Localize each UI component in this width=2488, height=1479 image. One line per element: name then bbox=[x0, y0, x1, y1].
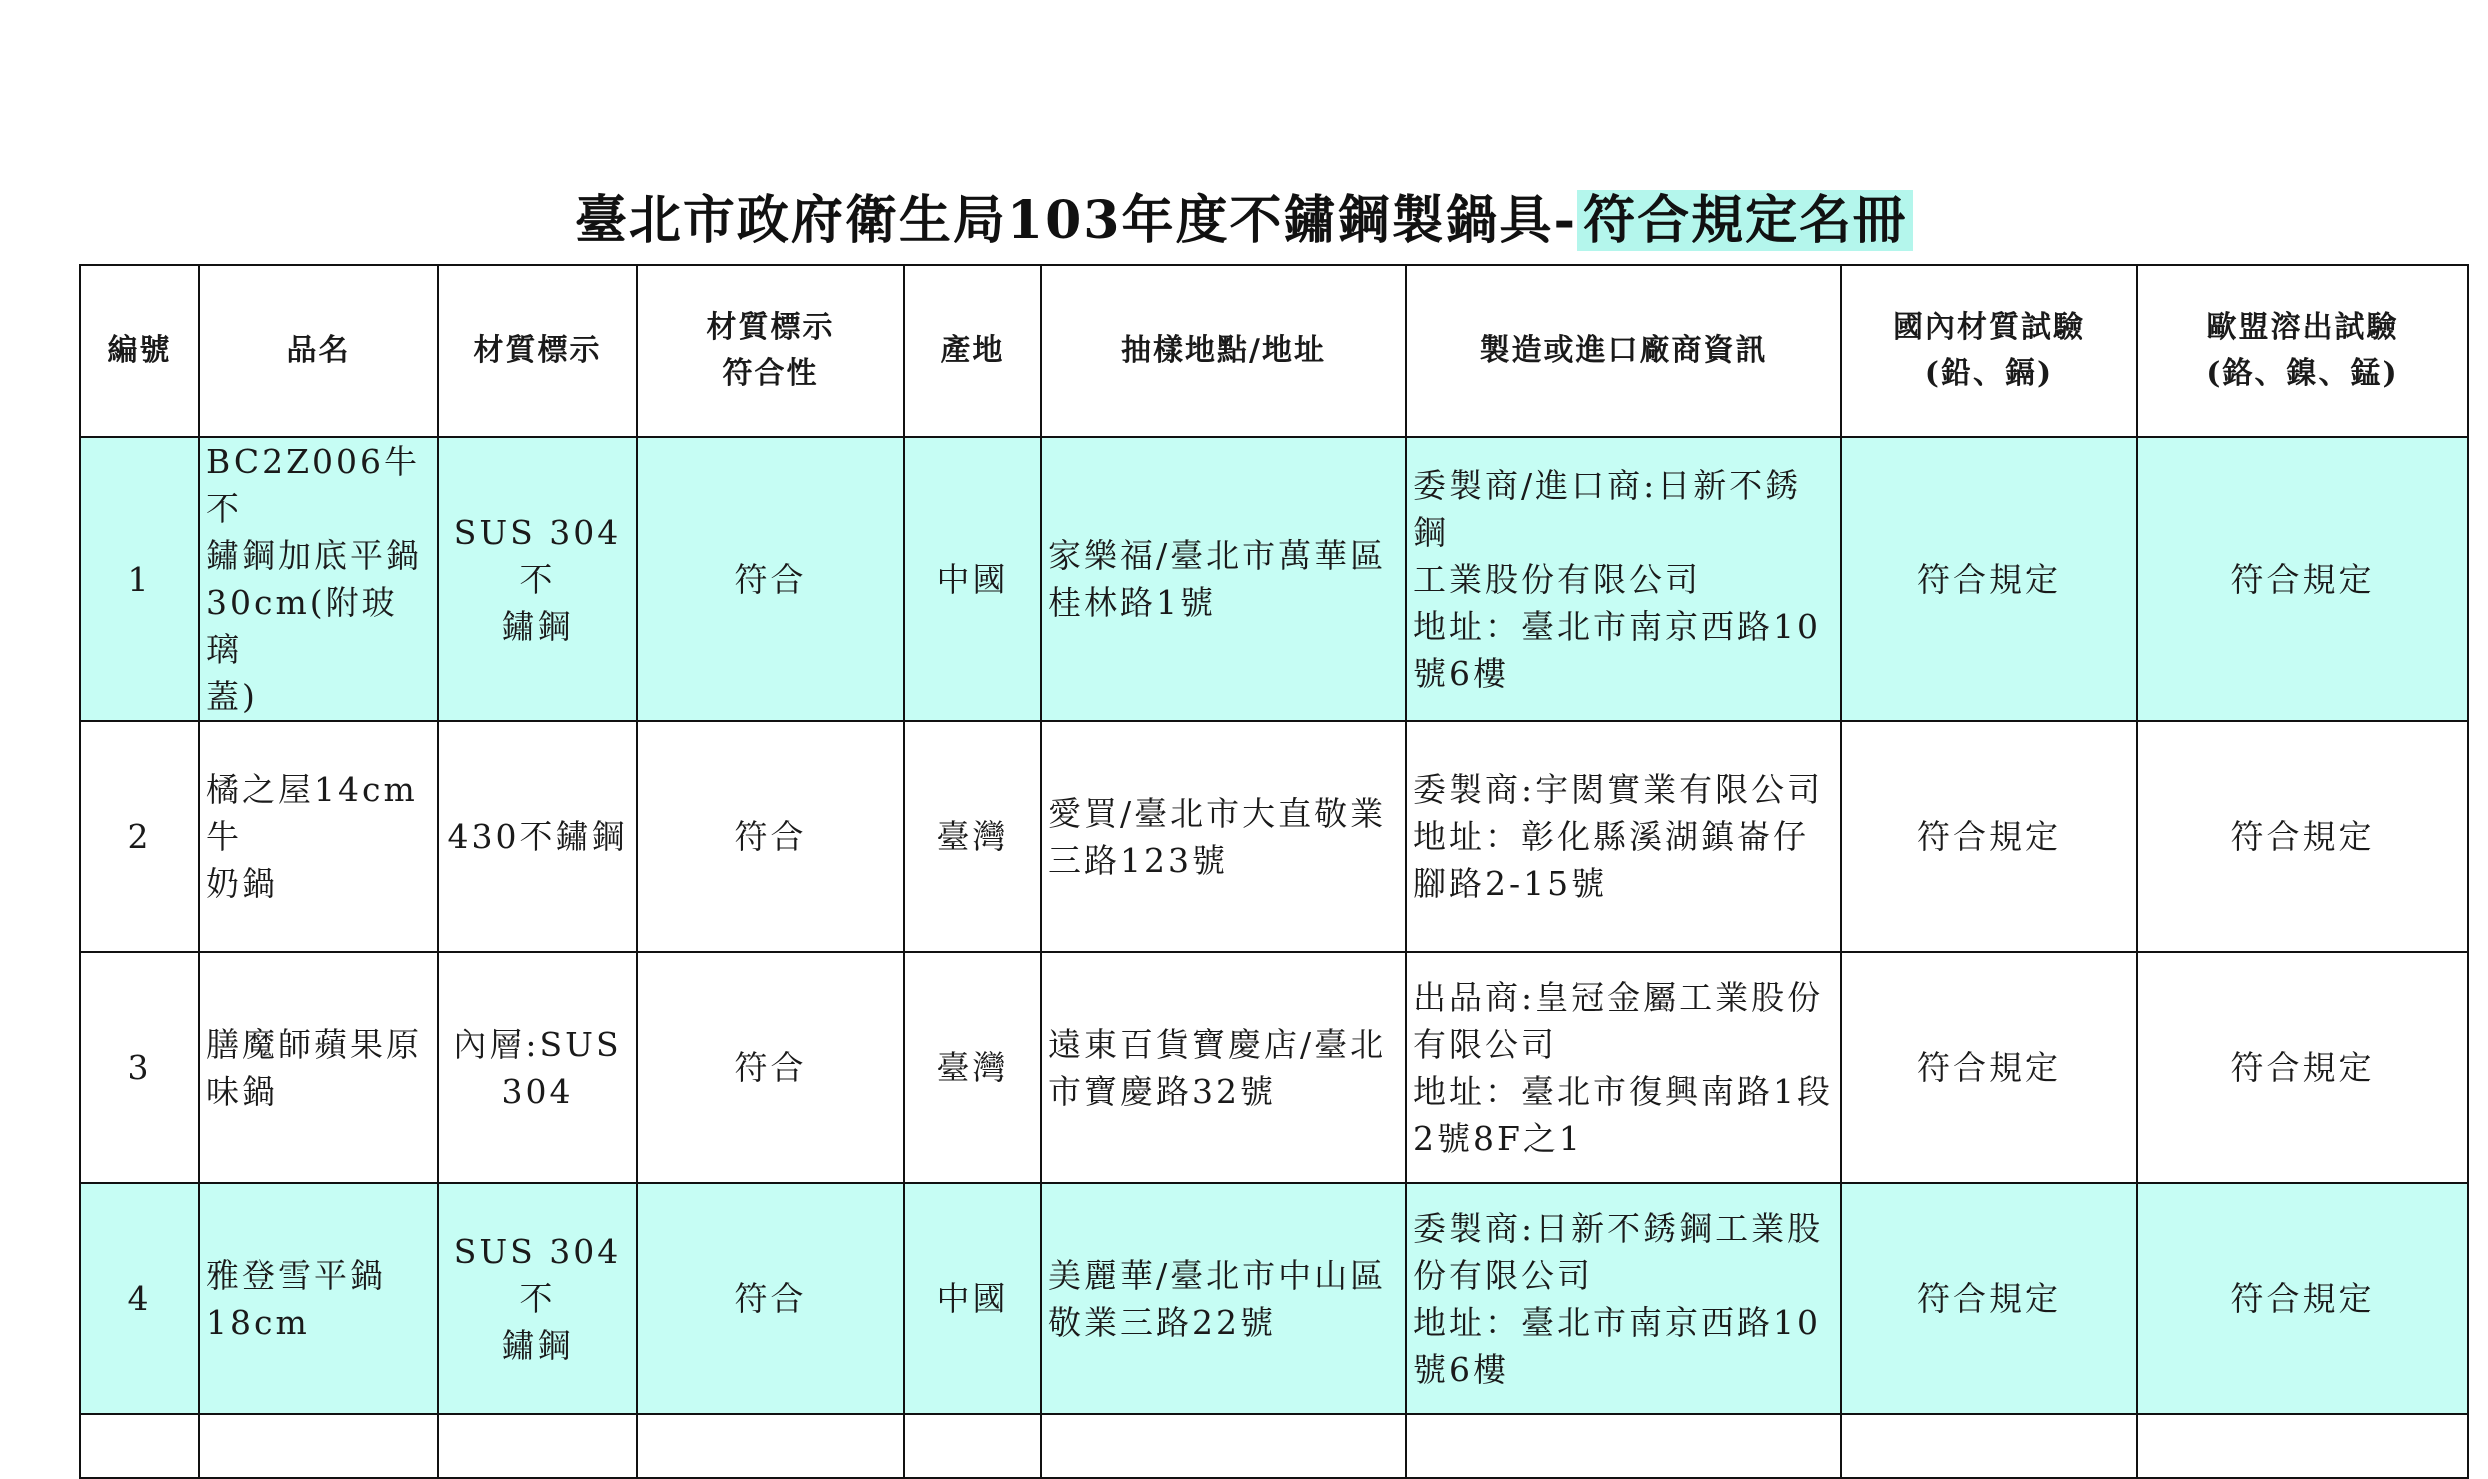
cell-location: 家樂福/臺北市萬華區 桂林路1號 bbox=[1041, 437, 1406, 721]
cell-empty bbox=[904, 1414, 1041, 1478]
cell-maker: 委製商:宇閎實業有限公司 地址：彰化縣溪湖鎮崙仔 腳路2-15號 bbox=[1406, 721, 1841, 952]
cell-empty bbox=[80, 1414, 199, 1478]
cell-empty bbox=[199, 1414, 438, 1478]
compliance-table bbox=[79, 264, 2469, 1479]
header-name: 品名 bbox=[199, 265, 438, 437]
cell-origin: 中國 bbox=[904, 437, 1041, 721]
cell-no: 2 bbox=[80, 721, 199, 952]
header-domestic-test: 國內材質試驗 (鉛、鎘) bbox=[1841, 265, 2137, 437]
cell-maker: 出品商:皇冠金屬工業股份 有限公司 地址：臺北市復興南路1段 2號8F之1 bbox=[1406, 952, 1841, 1183]
cell-empty bbox=[637, 1414, 904, 1478]
table-row bbox=[80, 952, 2468, 1183]
cell-location: 遠東百貨寶慶店/臺北 市寶慶路32號 bbox=[1041, 952, 1406, 1183]
cell-maker: 委製商:日新不銹鋼工業股 份有限公司 地址：臺北市南京西路10 號6樓 bbox=[1406, 1183, 1841, 1414]
cell-material: 430不鏽鋼 bbox=[438, 721, 637, 952]
cell-empty bbox=[2137, 1414, 2468, 1478]
cell-empty bbox=[438, 1414, 637, 1478]
header-maker: 製造或進口廠商資訊 bbox=[1406, 265, 1841, 437]
cell-name: 膳魔師蘋果原 味鍋 bbox=[199, 952, 438, 1183]
cell-material: 內層:SUS 304 bbox=[438, 952, 637, 1183]
cell-conformity: 符合 bbox=[637, 721, 904, 952]
cell-maker: 委製商/進口商:日新不銹鋼 工業股份有限公司 地址：臺北市南京西路10 號6樓 bbox=[1406, 437, 1841, 721]
cell-location: 愛買/臺北市大直敬業 三路123號 bbox=[1041, 721, 1406, 952]
cell-conformity: 符合 bbox=[637, 952, 904, 1183]
cell-eu-test: 符合規定 bbox=[2137, 952, 2468, 1183]
cell-eu-test: 符合規定 bbox=[2137, 721, 2468, 952]
title-highlight: 符合規定名冊 bbox=[1577, 190, 1913, 251]
cell-empty bbox=[1841, 1414, 2137, 1478]
header-location: 抽樣地點/地址 bbox=[1041, 265, 1406, 437]
cell-domestic-test: 符合規定 bbox=[1841, 437, 2137, 721]
cell-domestic-test: 符合規定 bbox=[1841, 721, 2137, 952]
cell-origin: 臺灣 bbox=[904, 721, 1041, 952]
cell-empty bbox=[1406, 1414, 1841, 1478]
cell-origin: 臺灣 bbox=[904, 952, 1041, 1183]
cell-eu-test: 符合規定 bbox=[2137, 437, 2468, 721]
cell-origin: 中國 bbox=[904, 1183, 1041, 1414]
cell-empty bbox=[1041, 1414, 1406, 1478]
header-row bbox=[80, 265, 2468, 437]
cell-name: 雅登雪平鍋 18cm bbox=[199, 1183, 438, 1414]
cell-material: SUS 304不 鏽鋼 bbox=[438, 437, 637, 721]
cell-no: 4 bbox=[80, 1183, 199, 1414]
cell-eu-test: 符合規定 bbox=[2137, 1183, 2468, 1414]
cell-conformity: 符合 bbox=[637, 437, 904, 721]
header-origin: 產地 bbox=[904, 265, 1041, 437]
header-conformity: 材質標示 符合性 bbox=[637, 265, 904, 437]
cell-no: 3 bbox=[80, 952, 199, 1183]
header-material: 材質標示 bbox=[438, 265, 637, 437]
header-eu-test: 歐盟溶出試驗 (鉻、鎳、錳) bbox=[2137, 265, 2468, 437]
title-main: 臺北市政府衛生局103年度不鏽鋼製鍋具- bbox=[574, 190, 1578, 251]
cell-domestic-test: 符合規定 bbox=[1841, 952, 2137, 1183]
table-row bbox=[80, 1183, 2468, 1414]
cell-no: 1 bbox=[80, 437, 199, 721]
table-row bbox=[80, 437, 2468, 721]
cell-material: SUS 304不 鏽鋼 bbox=[438, 1183, 637, 1414]
cell-name: BC2Z006牛不 鏽鋼加底平鍋 30cm(附玻璃 蓋) bbox=[199, 437, 438, 721]
cell-location: 美麗華/臺北市中山區 敬業三路22號 bbox=[1041, 1183, 1406, 1414]
header-no: 編號 bbox=[80, 265, 199, 437]
cell-name: 橘之屋14cm牛 奶鍋 bbox=[199, 721, 438, 952]
page-title bbox=[0, 178, 2488, 253]
cell-domestic-test: 符合規定 bbox=[1841, 1183, 2137, 1414]
table-row-partial bbox=[80, 1414, 2468, 1478]
cell-conformity: 符合 bbox=[637, 1183, 904, 1414]
table-row bbox=[80, 721, 2468, 952]
